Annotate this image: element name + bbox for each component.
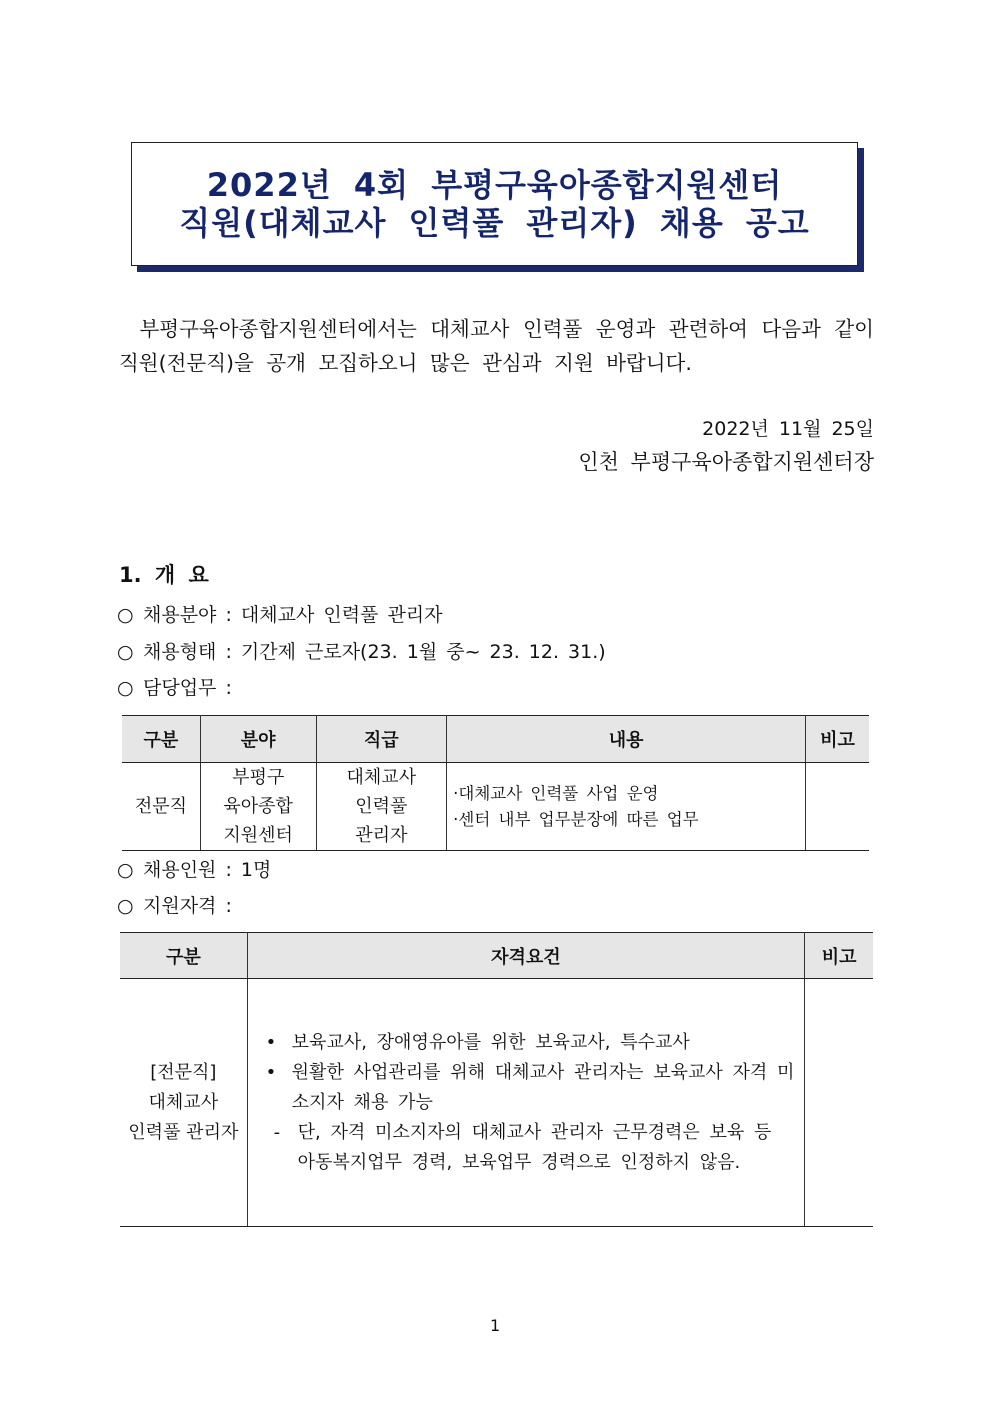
header-rank: 직급 <box>316 716 447 763</box>
cell-category: 전문직 <box>122 763 200 851</box>
list-item-note: - 단, 자격 미소지자의 대체교사 관리자 근무경력은 보육 등 아동복지업무 경력, 보육업무 경력으로 인정하지 않음. <box>266 1118 796 1178</box>
section-title-overview: 1. 개 요 <box>119 563 209 587</box>
header-note: 비고 <box>806 716 869 763</box>
title-box <box>131 142 858 266</box>
bullet-dot-icon: • <box>265 1031 277 1053</box>
duties-table <box>122 715 869 851</box>
cell-note <box>806 763 869 851</box>
table-header-row <box>122 716 869 763</box>
cell-content: ·대체교사 인력풀 사업 운영 ·센터 내부 업무분장에 따른 업무 <box>447 763 806 851</box>
bullet-field: ○ 채용분야 : 대체교사 인력풀 관리자 <box>117 604 443 626</box>
circle-bullet-icon: ○ <box>117 859 134 881</box>
header-content: 내용 <box>447 716 806 763</box>
list-item: • 원활한 사업관리를 위해 대체교사 관리자는 보육교사 자격 미소지자 채용 가능 <box>266 1058 796 1118</box>
bullet-dot-icon: • <box>265 1061 277 1083</box>
table-row <box>120 979 873 1227</box>
announcement-date: 2022년 11월 25일 <box>702 418 874 440</box>
circle-bullet-icon: ○ <box>117 641 134 663</box>
table-header-row <box>120 933 873 979</box>
bullet-type: ○ 채용형태 : 기간제 근로자(23. 1월 중~ 23. 12. 31.) <box>117 641 606 663</box>
bullet-duties: ○ 담당업무 : <box>117 677 232 699</box>
cell-note <box>805 979 873 1227</box>
list-item: • 보육교사, 장애영유아를 위한 보육교사, 특수교사 <box>266 1028 796 1058</box>
header-requirements: 자격요건 <box>247 933 804 979</box>
cell-rank: 대체교사 인력풀 관리자 <box>316 763 447 851</box>
header-category: 구분 <box>120 933 247 979</box>
dash-icon: - <box>273 1121 281 1143</box>
organization-name: 인천 부평구육아종합지원센터장 <box>578 450 874 474</box>
table-row <box>122 763 869 851</box>
page-number: 1 <box>490 1316 501 1335</box>
intro-paragraph <box>119 312 874 380</box>
cell-requirements <box>247 979 804 1227</box>
title-line-1: 2022년 4회 부평구육아종합지원센터 <box>206 166 783 204</box>
circle-bullet-icon: ○ <box>117 895 134 917</box>
qualification-table <box>120 932 873 1227</box>
bullet-qualification: ○ 지원자격 : <box>117 895 232 917</box>
cell-category: [전문직] 대체교사 인력풀 관리자 <box>120 979 247 1227</box>
title-line-2: 직원(대체교사 인력풀 관리자) 채용 공고 <box>179 204 810 242</box>
header-field: 분야 <box>200 716 316 763</box>
cell-field: 부평구 육아종합 지원센터 <box>200 763 316 851</box>
circle-bullet-icon: ○ <box>117 677 134 699</box>
header-note: 비고 <box>805 933 873 979</box>
bullet-headcount: ○ 채용인원 : 1명 <box>117 859 272 881</box>
header-category: 구분 <box>122 716 200 763</box>
intro-text: 부평구육아종합지원센터에서는 대체교사 인력풀 운영과 관련하여 다음과 같이 직원(전문직)을 공개 모집하오니 많은 관심과 지원 바랍니다. <box>119 317 874 375</box>
circle-bullet-icon: ○ <box>117 604 134 626</box>
